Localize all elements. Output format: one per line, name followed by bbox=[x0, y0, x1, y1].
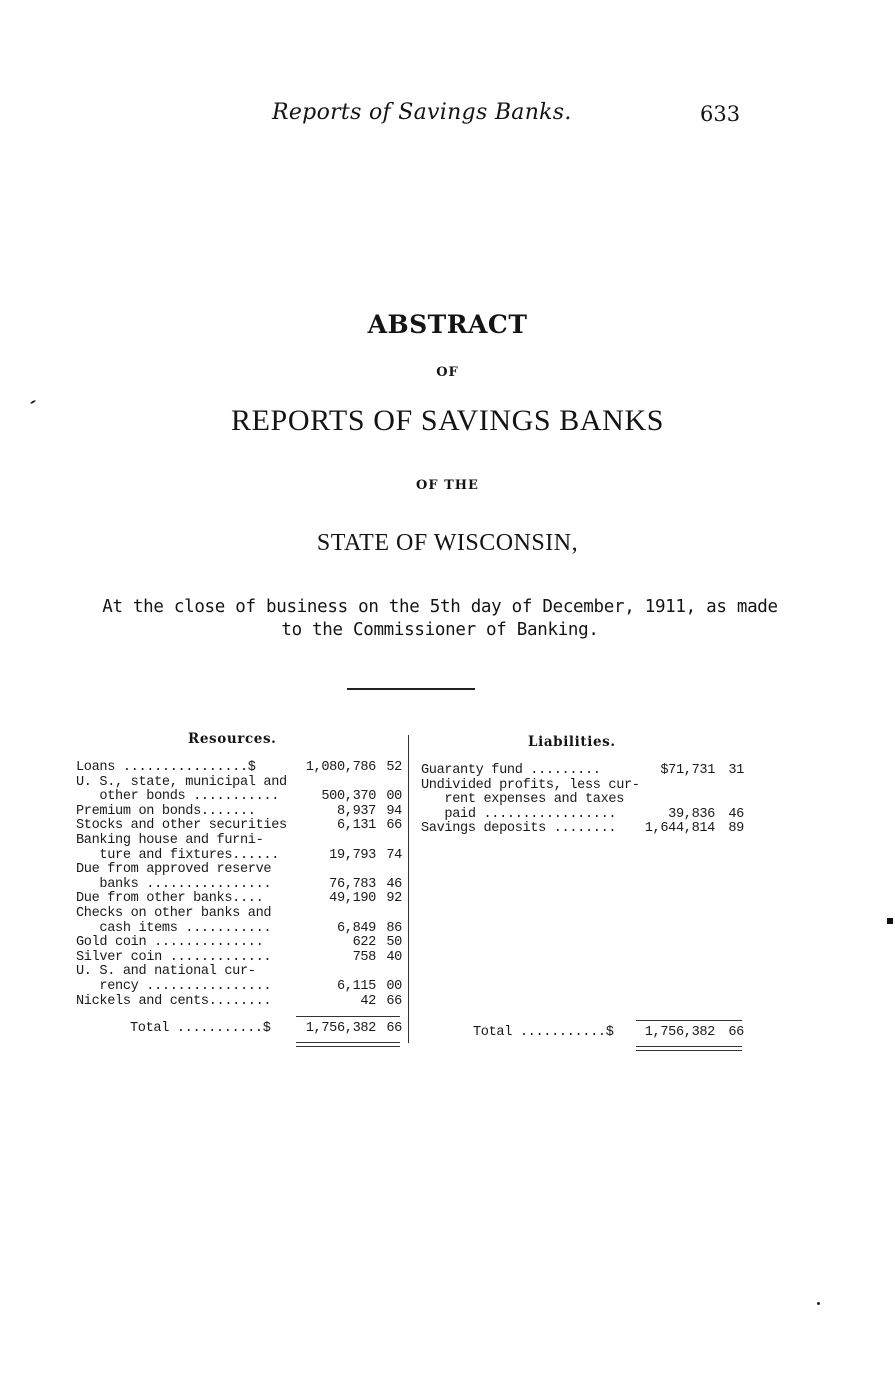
row-label: Undivided profits, less cur- bbox=[421, 777, 640, 793]
page-number: 633 bbox=[700, 102, 741, 126]
row-cents: 50 bbox=[386, 935, 402, 951]
table-row bbox=[76, 936, 406, 951]
intro-line-2: to the Commissioner of Banking. bbox=[281, 620, 599, 640]
resources-sum-rule bbox=[296, 1016, 400, 1017]
row-dollars: 622 bbox=[352, 935, 376, 951]
row-label: Due from other banks.... bbox=[76, 891, 264, 907]
row-dollars: 6,115 bbox=[336, 978, 376, 994]
table-row bbox=[76, 834, 406, 849]
table-row bbox=[76, 805, 406, 820]
row-dollars: 6,849 bbox=[336, 920, 376, 936]
title-abstract: ABSTRACT bbox=[367, 310, 528, 339]
row-cents: 86 bbox=[386, 920, 402, 936]
row-label: U. S., state, municipal and bbox=[76, 774, 287, 790]
table-row bbox=[76, 819, 406, 834]
row-dollars: 19,793 bbox=[329, 847, 376, 863]
table-row bbox=[421, 779, 751, 794]
resources-heading: Resources. bbox=[188, 731, 277, 747]
total-cents: 66 bbox=[728, 1025, 744, 1040]
row-label: Checks on other banks and bbox=[76, 905, 272, 921]
row-cents: 94 bbox=[386, 803, 402, 819]
row-label: U. S. and national cur- bbox=[76, 964, 256, 980]
row-dollars: $71,731 bbox=[660, 763, 715, 778]
table-row bbox=[76, 790, 406, 805]
total-label: Total ...........$ bbox=[130, 1021, 271, 1036]
row-label: Premium on bonds....... bbox=[76, 803, 256, 819]
liabilities-total-row bbox=[473, 1026, 751, 1041]
row-label: Nickels and cents........ bbox=[76, 993, 272, 1009]
intro-paragraph bbox=[70, 596, 810, 642]
row-cents: 92 bbox=[386, 891, 402, 907]
table-row bbox=[421, 793, 751, 808]
row-label: ture and fixtures...... bbox=[76, 847, 279, 863]
row-label: Savings deposits ........ bbox=[421, 821, 617, 837]
row-label: other bonds ........... bbox=[76, 789, 279, 805]
row-cents: 31 bbox=[728, 763, 744, 778]
total-cents: 66 bbox=[386, 1021, 402, 1036]
row-dollars: 1,080,786 bbox=[305, 760, 376, 775]
title-state: STATE OF WISCONSIN, bbox=[316, 530, 579, 556]
resources-total-double-rule bbox=[296, 1042, 400, 1047]
row-cents: 89 bbox=[728, 821, 744, 837]
liabilities-heading: Liabilities. bbox=[528, 734, 616, 750]
row-cents: 52 bbox=[386, 760, 402, 775]
table-row bbox=[76, 965, 406, 980]
row-dollars: 758 bbox=[352, 949, 376, 965]
total-label: Total ...........$ bbox=[473, 1025, 614, 1040]
row-cents: 46 bbox=[386, 876, 402, 892]
table-row bbox=[76, 907, 406, 922]
table-row bbox=[421, 764, 751, 779]
table-row bbox=[76, 922, 406, 937]
edge-mark bbox=[887, 918, 893, 924]
liabilities-table bbox=[421, 764, 751, 837]
table-row bbox=[76, 863, 406, 878]
row-cents: 66 bbox=[386, 818, 402, 834]
table-row bbox=[76, 849, 406, 864]
row-label: Guaranty fund ......... bbox=[421, 763, 601, 778]
row-dollars: 39,836 bbox=[668, 806, 715, 822]
table-row bbox=[76, 878, 406, 893]
table-row bbox=[421, 808, 751, 823]
intro-line-1: At the close of business on the 5th day of December, 1911, as made bbox=[102, 597, 778, 617]
row-label: rency ................ bbox=[76, 978, 272, 994]
row-label: Due from approved reserve bbox=[76, 862, 272, 878]
table-row bbox=[76, 995, 406, 1010]
total-dollars: 1,756,382 bbox=[644, 1025, 715, 1040]
row-dollars: 1,644,814 bbox=[644, 821, 715, 837]
row-dollars: 8,937 bbox=[336, 803, 376, 819]
title-of: OF bbox=[436, 365, 459, 380]
row-cents: 46 bbox=[728, 806, 744, 822]
resources-total-row bbox=[130, 1022, 406, 1037]
row-cents: 00 bbox=[386, 978, 402, 994]
resources-table bbox=[76, 761, 406, 1009]
liabilities-total-double-rule bbox=[636, 1046, 742, 1051]
row-label: Banking house and furni- bbox=[76, 832, 264, 848]
row-cents: 40 bbox=[386, 949, 402, 965]
row-dollars: 500,370 bbox=[321, 789, 376, 805]
row-label: Stocks and other securities bbox=[76, 818, 287, 834]
row-label: Gold coin .............. bbox=[76, 935, 264, 951]
title-main: REPORTS OF SAVINGS BANKS bbox=[231, 404, 664, 437]
row-cents: 74 bbox=[386, 847, 402, 863]
running-head: Reports of Savings Banks. bbox=[272, 100, 572, 125]
row-label: banks ................ bbox=[76, 876, 272, 892]
stray-dot bbox=[817, 1302, 820, 1305]
total-dollars: 1,756,382 bbox=[305, 1021, 376, 1036]
row-label: Silver coin ............. bbox=[76, 949, 272, 965]
row-label: rent expenses and taxes bbox=[421, 792, 624, 808]
title-of-the: OF THE bbox=[416, 478, 479, 493]
table-row bbox=[76, 980, 406, 995]
liabilities-sum-rule bbox=[636, 1020, 742, 1021]
section-rule bbox=[347, 688, 475, 690]
row-dollars: 49,190 bbox=[329, 891, 376, 907]
row-label: Loans ................$ bbox=[76, 760, 256, 775]
row-cents: 66 bbox=[386, 993, 402, 1009]
row-dollars: 6,131 bbox=[336, 818, 376, 834]
column-divider bbox=[408, 735, 409, 1043]
row-dollars: 76,783 bbox=[329, 876, 376, 892]
row-dollars: 42 bbox=[360, 993, 376, 1009]
table-row bbox=[76, 761, 406, 776]
table-row bbox=[421, 822, 751, 837]
row-cents: 00 bbox=[386, 789, 402, 805]
row-label: paid ................. bbox=[421, 806, 617, 822]
table-row bbox=[76, 776, 406, 791]
table-row bbox=[76, 892, 406, 907]
row-label: cash items ........... bbox=[76, 920, 272, 936]
table-row bbox=[76, 951, 406, 966]
